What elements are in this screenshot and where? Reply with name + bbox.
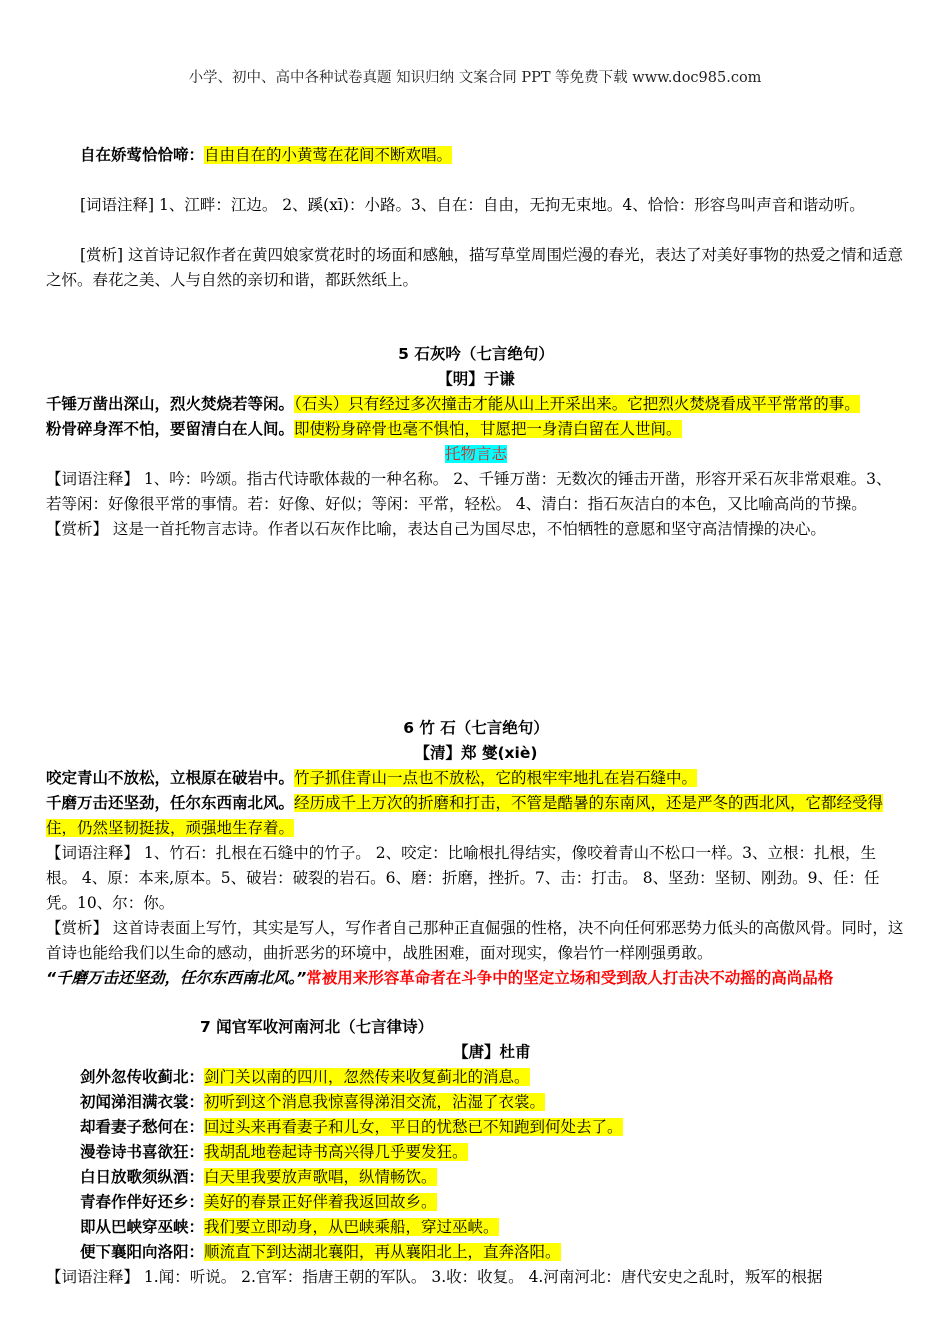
poem-body xyxy=(80,1065,623,1265)
translation: （石头）只有经过多次撞击才能从山上开采出来。它把烈火焚烧看成平平常常的事。 xyxy=(294,395,860,413)
quote-line xyxy=(46,966,906,991)
poem-line xyxy=(80,1065,623,1090)
translation: 顺流直下到达湖北襄阳，再从襄阳北上，直奔洛阳。 xyxy=(204,1243,561,1261)
poem-author: 【明】于谦 xyxy=(437,370,515,388)
poem-line xyxy=(80,1090,623,1115)
translation: 剑门关以南的四川，忽然传来收复蓟北的消息。 xyxy=(204,1068,530,1086)
poem-author: 【唐】杜甫 xyxy=(453,1043,531,1061)
verse: 漫卷诗书喜欲狂： xyxy=(80,1143,205,1161)
verse: 白日放歌须纵酒： xyxy=(80,1168,205,1186)
poem-body xyxy=(46,392,906,542)
verse: 即从巴峡穿巫峡： xyxy=(80,1218,205,1236)
word-notes: 【词语注释】 1、吟：吟颂。指古代诗歌体裁的一种名称。 2、千锤万凿：无数次的锤击开凿，形容开采石灰非常艰难。3、若等闲：好像很平常的事情。若：好像、好似；等闲：平常，轻松。 4、清白：指石灰洁白的本色，又比喻高尚的节操。 xyxy=(46,470,892,513)
poem-line xyxy=(80,1215,623,1240)
poem-line xyxy=(46,417,906,442)
poem-line xyxy=(46,392,906,417)
poem-line xyxy=(80,1140,623,1165)
translation: 美好的春景正好伴着我返回故乡。 xyxy=(204,1193,437,1211)
word-notes: 【词语注释】 1、竹石：扎根在石缝中的竹子。 2、咬定：比喻根扎得结实，像咬着青山不松口一样。3、立根：扎根，生根。 4、原：本来,原本。5、破岩：破裂的岩石。6、磨：折磨，挫折。7、击：打击。 8、坚劲：坚韧、刚劲。9、任：任凭。10、尔：你。 xyxy=(46,844,880,912)
translation: 我们要立即动身，从巴峡乘船，穿过巫峡。 xyxy=(204,1218,499,1236)
poem-line xyxy=(80,1190,623,1215)
analysis: [赏析] 这首诗记叙作者在黄四娘家赏花时的场面和感触，描写草堂周围烂漫的春光，表达了对美好事物的热爱之情和适意之怀。春花之美、人与自然的亲切和谐，都跃然纸上。 xyxy=(46,246,904,289)
poem-line xyxy=(80,1240,623,1265)
verse: 剑外忽传收蓟北： xyxy=(80,1068,205,1086)
verse: 初闻涕泪满衣裳： xyxy=(80,1093,205,1111)
poem-line xyxy=(46,791,906,841)
translation: 我胡乱地卷起诗书高兴得几乎要发狂。 xyxy=(204,1143,468,1161)
verse: 青春作伴好还乡： xyxy=(80,1193,205,1211)
poem-title: 5 石灰吟（七言绝句） xyxy=(398,345,554,363)
poem-title: 7 闻官军收河南河北（七言律诗） xyxy=(200,1018,434,1036)
verse: 千磨万击还坚劲，任尔东西南北风。 xyxy=(46,794,295,812)
verse: 粉骨碎身浑不怕，要留清白在人间。 xyxy=(46,420,295,438)
quote: “千磨万击还坚劲，任尔东西南北风。” xyxy=(46,969,307,987)
poem-author: 【清】郑 燮(xiè) xyxy=(414,744,538,762)
translation: 即使粉身碎骨也毫不惧怕，甘愿把一身清白留在人世间。 xyxy=(294,420,682,438)
word-notes: 【词语注释】 1.闻：听说。 2.官军：指唐王朝的军队。 3.收：收复。 4.河南河北：唐代安史之乱时，叛军的根据 xyxy=(46,1268,823,1286)
translation: 白天里我要放声歌唱，纵情畅饮。 xyxy=(204,1168,437,1186)
translation: 竹子抓住青山一点也不放松，它的根牢牢地扎在岩石缝中。 xyxy=(294,769,698,787)
poem-line xyxy=(80,1165,623,1190)
page-header: 小学、初中、高中各种试卷真题 知识归纳 文案合同 PPT 等免费下载 www.doc985.com xyxy=(188,70,762,86)
theme-tag: 托物言志 xyxy=(444,445,507,463)
translation: 回过头来再看妻子和儿女，平日的忧愁已不知跑到何处去了。 xyxy=(204,1118,623,1136)
verse: 却看妻子愁何在： xyxy=(80,1118,205,1136)
verse: 咬定青山不放松，立根原在破岩中。 xyxy=(46,769,295,787)
translation: 经历成千上万次的折磨和打击，不管是酷暑的东南风，还是严冬的西北风，它都经受得住，仍然坚韧挺拔，顽强地生存着。 xyxy=(46,794,884,837)
analysis: 【赏析】 这是一首托物言志诗。作者以石灰作比喻，表达自己为国尽忠，不怕牺牲的意愿和坚守高洁情操的决心。 xyxy=(46,520,826,538)
poem-title: 6 竹 石（七言绝句） xyxy=(403,719,549,737)
quote-note: 常被用来形容革命者在斗争中的坚定立场和受到敌人打击决不动摇的高尚品格 xyxy=(306,969,834,987)
translation: 自由自在的小黄莺在花间不断欢唱。 xyxy=(204,146,453,164)
poem-line xyxy=(80,143,452,168)
analysis: 【赏析】 这首诗表面上写竹，其实是写人，写作者自己那种正直倔强的性格，决不向任何邪恶势力低头的高傲风骨。同时，这首诗也能给我们以生命的感动，曲折恶劣的环境中，战胜困难，面对现实，像岩竹一样刚强勇敢。 xyxy=(46,919,904,962)
poem-line xyxy=(46,766,906,791)
translation: 初听到这个消息我惊喜得涕泪交流，沾湿了衣裳。 xyxy=(204,1093,546,1111)
verse: 千锤万凿出深山，烈火焚烧若等闲。 xyxy=(46,395,295,413)
verse: 自在娇莺恰恰啼： xyxy=(80,146,205,164)
word-notes: [词语注释] 1、江畔：江边。 2、蹊(xī)：小路。3、自在：自由，无拘无束地。4、恰恰：形容鸟叫声音和谐动听。 xyxy=(80,196,865,214)
poem-line xyxy=(80,1115,623,1140)
poem-body xyxy=(46,766,906,991)
verse: 便下襄阳向洛阳： xyxy=(80,1243,205,1261)
